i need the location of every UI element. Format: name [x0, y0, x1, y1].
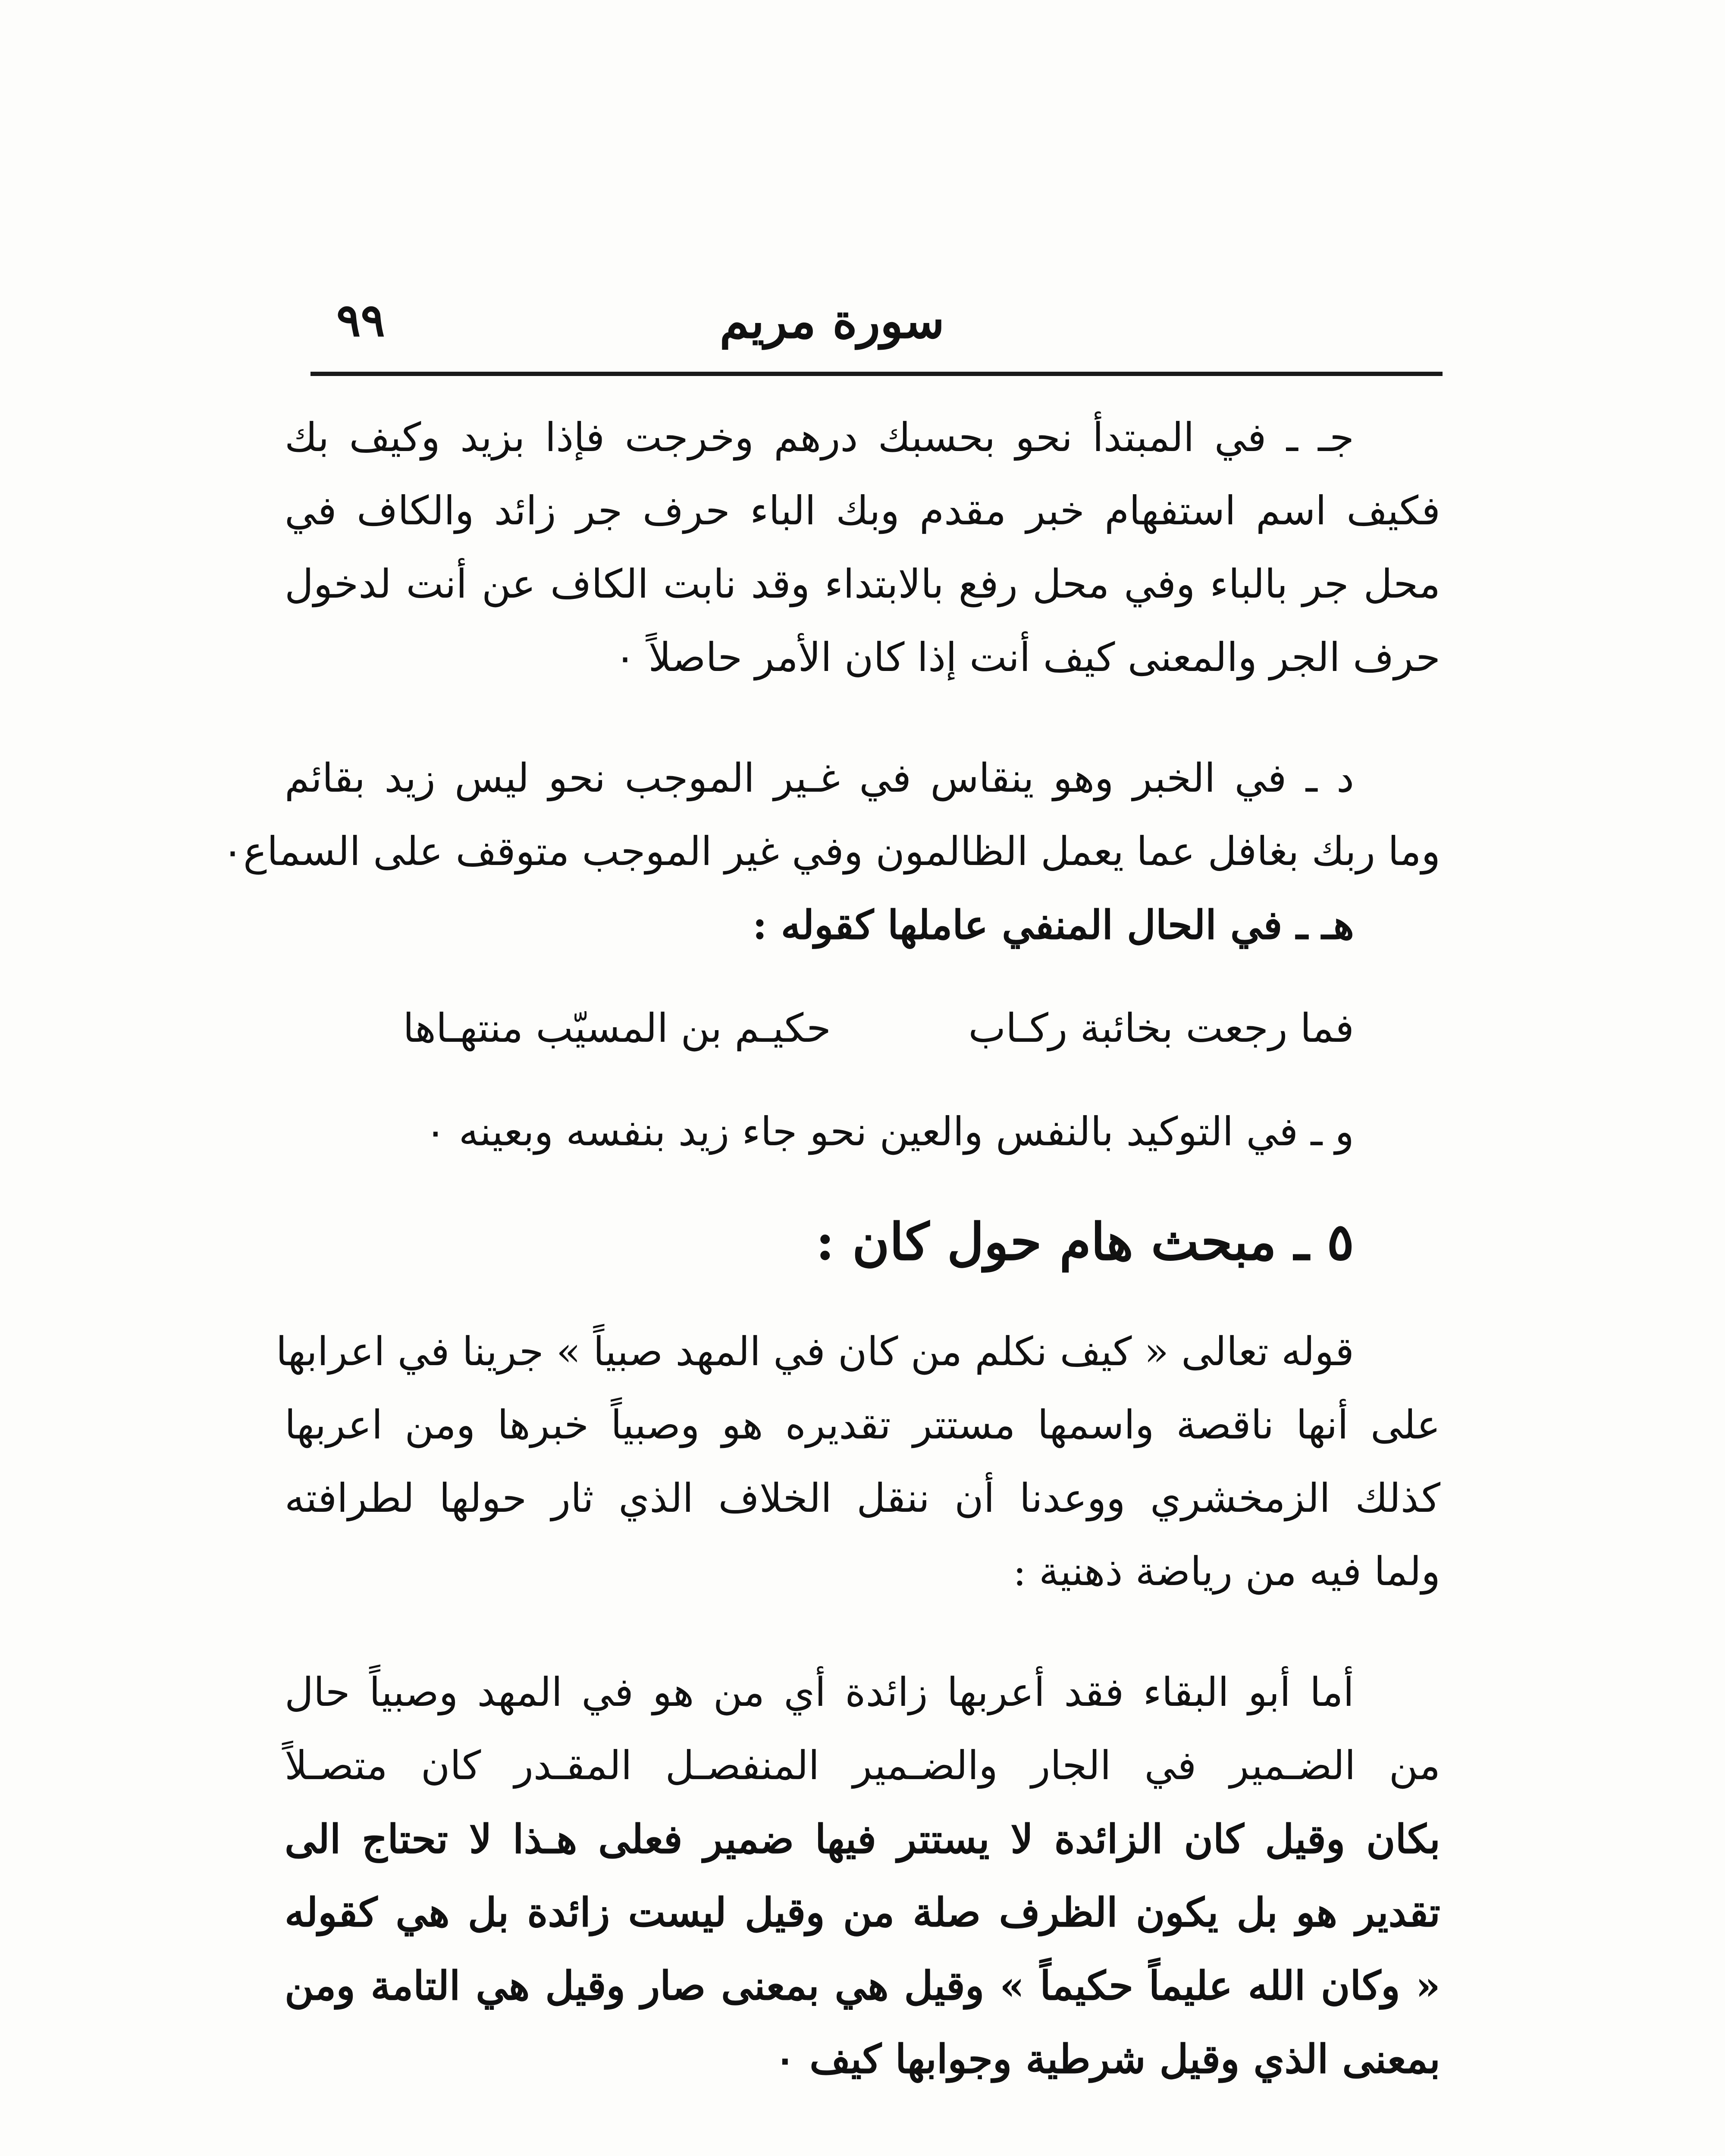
- text-line: تقدير هو بل يكون الظرف صلة من وقيل ليست زائدة بل هي كقوله: [285, 1889, 1440, 1936]
- text-line: ولما فيه من رياضة ذهنية :: [1013, 1548, 1440, 1595]
- text-line: على أنها ناقصة واسمها مستتر تقديره هو وصبياً خبرها ومن اعربها: [285, 1402, 1440, 1448]
- paragraph-spacer: [285, 1065, 1440, 1095]
- paragraph-spacer: [285, 1608, 1440, 1656]
- text-line: « وكان الله عليماً حكيماً » وقيل هي بمعنى صار وقيل هي التامة ومن: [285, 1962, 1440, 2009]
- poetry-verse: [285, 992, 1440, 1065]
- running-title: سورة مريم: [719, 293, 944, 349]
- page-body: [222, 401, 1440, 2096]
- paragraph-dal: [222, 742, 1440, 888]
- paragraph-ha-heading: هـ ـ في الحال المنفي عاملها كقوله :: [752, 902, 1354, 948]
- verse-second-hemistich: حكيـم بن المسيّب منتهـاها: [403, 1005, 831, 1051]
- paragraph-waw: و ـ في التوكيد بالنفس والعين نحو جاء زيد بنفسه وبعينه ٠: [425, 1109, 1354, 1155]
- paragraph-spacer: [285, 1169, 1440, 1199]
- verse-first-hemistich: فما رجعت بخائبة ركـاب: [968, 1005, 1354, 1051]
- text-line: قوله تعالى « كيف نكلم من كان في المهد صبياً » جرينا في اعرابها: [276, 1329, 1354, 1375]
- text-line: بمعنى الذي وقيل شرطية وجوابها كيف ٠: [774, 2036, 1440, 2082]
- text-line: فكيف اسم استفهام خبر مقدم وبك الباء حرف جر زائد والكاف في: [285, 488, 1440, 534]
- text-line: د ـ في الخبر وهو ينقاس في غـير الموجب نحو ليس زيد بقائم: [285, 755, 1354, 801]
- paragraph-spacer: [285, 1285, 1440, 1315]
- text-line: جـ ـ في المبتدأ نحو بحسبك درهم وخرجت فإذا بزيد وكيف بك: [285, 414, 1354, 461]
- page-header: [310, 280, 1440, 367]
- paragraph-qawluhu: [276, 1315, 1440, 1608]
- text-line: من الضـمير في الجار والضـمير المنفصـل المقـدر كان متصـلاً: [285, 1742, 1440, 1789]
- text-line: حرف الجر والمعنى كيف أنت إذا كان الأمر حاصلاً ٠: [614, 634, 1440, 680]
- paragraph-spacer: [285, 694, 1440, 742]
- text-line: أما أبو البقاء فقد أعربها زائدة أي من هو في المهد وصبياً حال: [285, 1669, 1354, 1715]
- page-number: ٩٩: [336, 293, 385, 347]
- header-divider: [310, 372, 1443, 376]
- text-line: وما ربك بغافل عما يعمل الظالمون وفي غير الموجب متوقف على السماع٠: [222, 828, 1440, 874]
- section-heading: ٥ ـ مبحث هام حول كان :: [815, 1212, 1354, 1272]
- paragraph-spacer: [285, 962, 1440, 992]
- paragraph-abu-baqa: [285, 1656, 1440, 2096]
- paragraph-jim: [285, 401, 1440, 694]
- text-line: محل جر بالباء وفي محل رفع بالابتداء وقد نابت الكاف عن أنت لدخول: [285, 561, 1440, 607]
- text-line: بكان وقيل كان الزائدة لا يستتر فيها ضمير فعلى هـذا لا تحتاج الى: [285, 1816, 1440, 1862]
- text-line: كذلك الزمخشري ووعدنا أن ننقل الخلاف الذي ثار حولها لطرافته: [285, 1475, 1440, 1521]
